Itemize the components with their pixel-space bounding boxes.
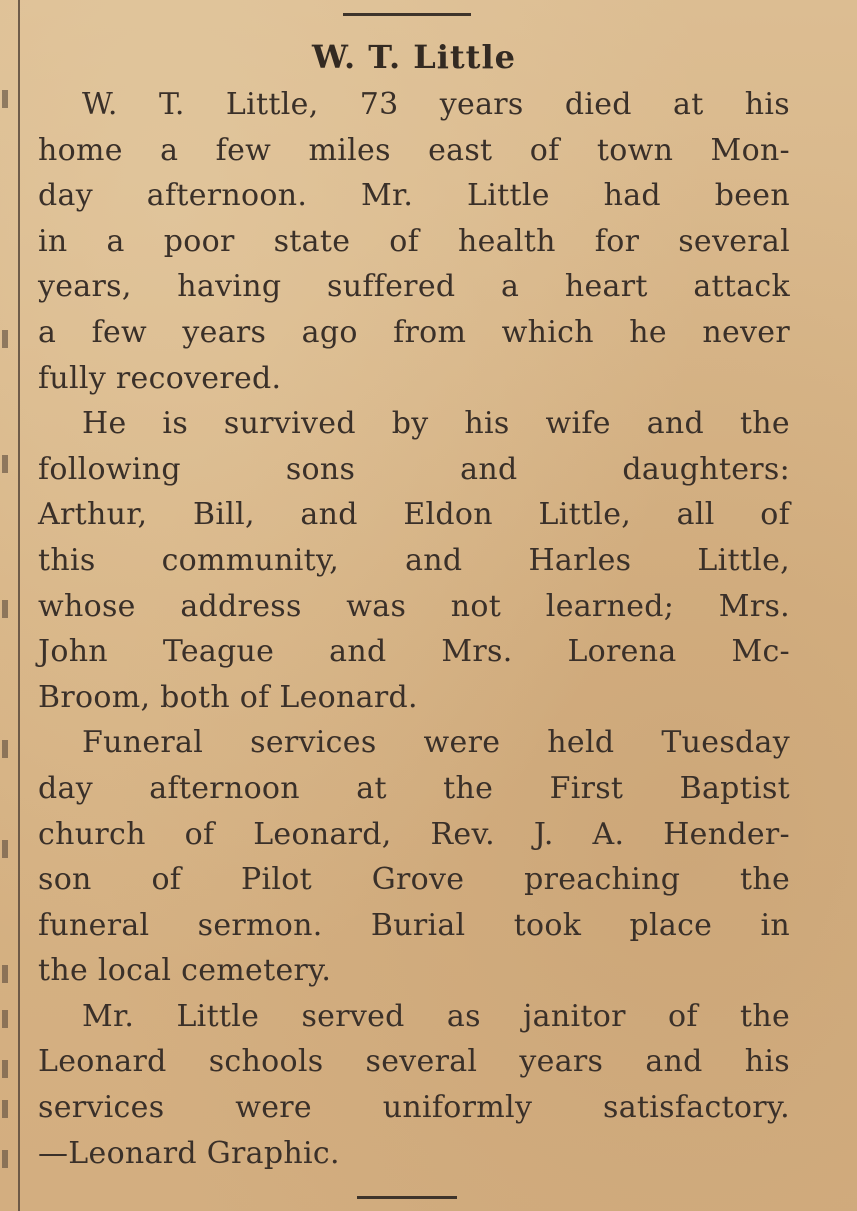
text-line: funeral sermon. Burial took place in bbox=[38, 907, 790, 943]
paragraph-2 bbox=[38, 401, 790, 720]
text-line: Broom, both of Leonard. bbox=[38, 679, 418, 715]
text-line: years, having suffered a heart attack bbox=[38, 269, 790, 305]
paragraph-4 bbox=[38, 994, 790, 1176]
text-line: fully recovered. bbox=[38, 360, 282, 396]
text-line: day afternoon at the First Baptist bbox=[38, 770, 790, 806]
article-headline: W. T. Little bbox=[312, 38, 516, 76]
text-line: He is survived by his wife and the bbox=[82, 406, 790, 442]
adjacent-column-fragments bbox=[0, 0, 14, 1211]
text-line: this community, and Harles Little, bbox=[38, 542, 790, 578]
top-divider-rule bbox=[343, 13, 471, 16]
text-line: a few years ago from which he never bbox=[38, 314, 790, 350]
text-line: following sons and daughters: bbox=[38, 451, 790, 487]
bottom-divider-rule bbox=[357, 1196, 457, 1199]
text-line: in a poor state of health for several bbox=[38, 223, 790, 259]
paragraph-1 bbox=[38, 82, 790, 401]
text-line: Funeral services were held Tuesday bbox=[82, 725, 790, 761]
text-line: the local cemetery. bbox=[38, 953, 332, 989]
text-line: whose address was not learned; Mrs. bbox=[38, 588, 790, 624]
text-line: John Teague and Mrs. Lorena Mc- bbox=[38, 634, 790, 670]
text-line: son of Pilot Grove preaching the bbox=[38, 862, 790, 898]
text-line: services were uniformly satisfactory. bbox=[38, 1090, 790, 1126]
text-line: Mr. Little served as janitor of the bbox=[82, 998, 790, 1034]
text-line: —Leonard Graphic. bbox=[38, 1135, 340, 1171]
text-line: Arthur, Bill, and Eldon Little, all of bbox=[38, 497, 790, 533]
text-line: W. T. Little, 73 years died at his bbox=[82, 87, 790, 122]
text-line: church of Leonard, Rev. J. A. Hender- bbox=[38, 816, 790, 852]
text-line: Leonard schools several years and his bbox=[38, 1044, 790, 1080]
column-rule bbox=[18, 0, 20, 1211]
obituary-article bbox=[38, 34, 790, 1176]
text-line: day afternoon. Mr. Little had been bbox=[38, 178, 790, 214]
text-line: home a few miles east of town Mon- bbox=[38, 132, 790, 168]
paragraph-3 bbox=[38, 720, 790, 994]
